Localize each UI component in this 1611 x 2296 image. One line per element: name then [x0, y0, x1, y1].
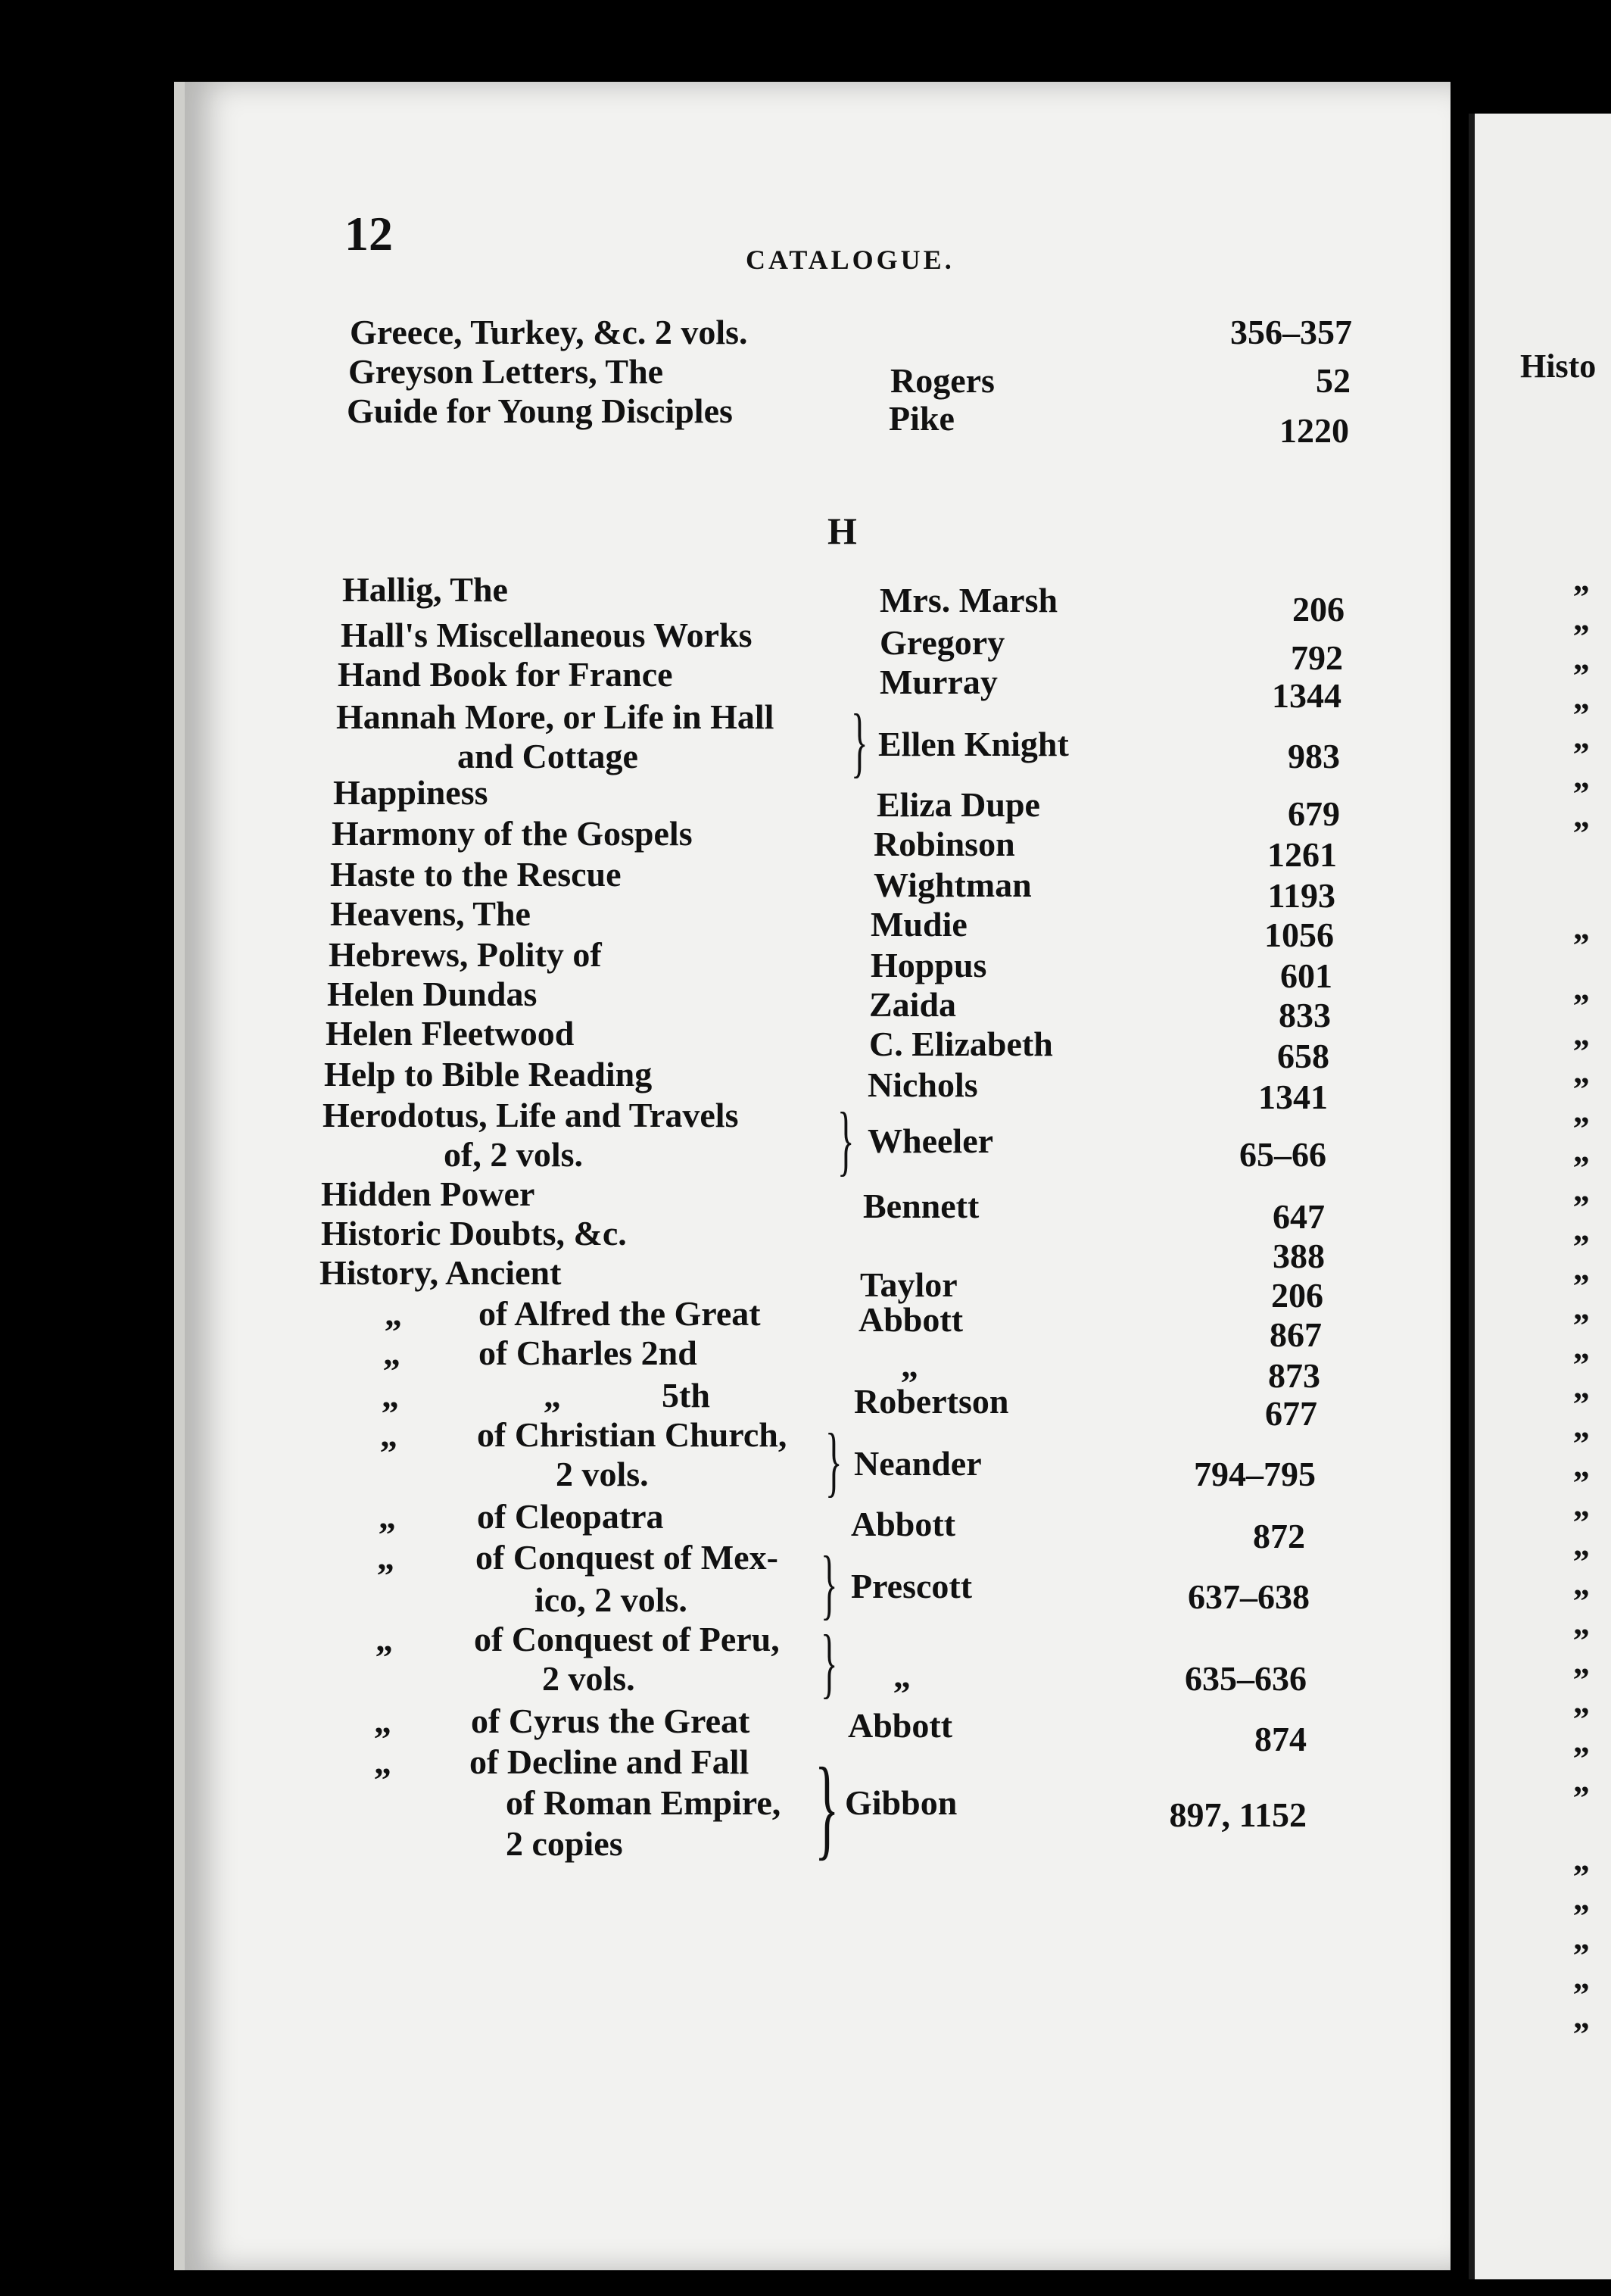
entry-title: of Charles 2nd: [478, 1334, 697, 1372]
entry-author: Taylor: [860, 1265, 958, 1304]
entry-number: 867: [1270, 1315, 1322, 1354]
ditto-mark: „: [374, 1742, 391, 1781]
entry-number: 1193: [1267, 876, 1335, 915]
catalogue-entry: [0, 569, 1611, 629]
entry-author: Neander: [854, 1444, 982, 1483]
facing-ditto-mark: „: [1573, 1723, 1590, 1760]
facing-ditto-mark: „: [1573, 909, 1590, 947]
entry-author: Pike: [889, 399, 955, 438]
facing-ditto-mark: „: [1573, 1132, 1590, 1169]
catalogue-entry: [0, 1742, 1611, 1870]
catalogue-entry: [0, 1619, 1611, 1710]
entry-author: Gibbon: [845, 1783, 958, 1822]
entry-author: Gregory: [880, 623, 1005, 662]
facing-ditto-mark: „: [1573, 797, 1590, 834]
entry-title: of Decline and Fall: [469, 1742, 749, 1781]
entry-title: of Cyrus the Great: [471, 1702, 750, 1740]
entry-number: 52: [1316, 361, 1351, 400]
entry-title: Haste to the Rescue: [330, 855, 622, 894]
entry-number: 794–795: [1194, 1455, 1316, 1493]
entry-title-continued: of Roman Empire,: [506, 1783, 781, 1822]
catalogue-entry: [0, 1415, 1611, 1505]
entry-author: Abbott: [858, 1300, 964, 1339]
catalogue-entry: [0, 1537, 1611, 1628]
entry-number: 388: [1273, 1237, 1325, 1275]
facing-ditto-mark: „: [1573, 1998, 1590, 2036]
facing-ditto-mark: „: [1573, 1486, 1590, 1524]
entry-title: Guide for Young Disciples: [347, 392, 733, 430]
facing-ditto-mark: „: [1573, 1959, 1590, 1996]
catalogue-entry: [0, 351, 1611, 400]
entry-author: Mrs. Marsh: [880, 581, 1058, 619]
facing-ditto-mark: „: [1573, 1920, 1590, 1957]
entry-author: Rogers: [890, 361, 995, 400]
catalogue-entry: [0, 894, 1611, 954]
entry-title: Harmony of the Gospels: [332, 814, 693, 853]
entry-title: of Christian Church,: [477, 1415, 787, 1454]
entry-number: 635–636: [1185, 1659, 1307, 1698]
entry-title: Helen Dundas: [327, 975, 538, 1013]
title-ditto-mark: „: [544, 1376, 561, 1415]
entry-number: 206: [1271, 1276, 1323, 1315]
entry-number: 601: [1280, 956, 1332, 995]
section-letter: H: [827, 510, 857, 552]
brace-glyph: }: [821, 1540, 838, 1627]
catalogue-entry: [0, 1375, 1611, 1433]
entry-title: Hall's Miscellaneous Works: [341, 616, 753, 654]
entry-author: Mudie: [871, 905, 968, 944]
entry-title-continued: of, 2 vols.: [444, 1135, 583, 1174]
entry-author: Wheeler: [868, 1121, 994, 1160]
facing-ditto-mark: „: [1573, 1880, 1590, 1917]
entry-number: 1261: [1267, 835, 1337, 874]
entry-number: 679: [1288, 794, 1340, 833]
ditto-mark: „: [383, 1334, 400, 1372]
entry-author: Hoppus: [871, 946, 987, 984]
facing-ditto-mark: „: [1573, 1408, 1590, 1445]
facing-ditto-mark: „: [1573, 1053, 1590, 1090]
brace-glyph: }: [837, 1097, 855, 1184]
entry-number: 872: [1253, 1517, 1305, 1555]
entry-number: 874: [1254, 1720, 1307, 1758]
entry-number: 897, 1152: [1169, 1795, 1307, 1834]
brace-glyph: }: [851, 698, 868, 785]
facing-ditto-mark: „: [1573, 719, 1590, 756]
entry-title: of Conquest of Peru,: [474, 1620, 780, 1658]
facing-ditto-mark: „: [1573, 561, 1590, 598]
entry-author: Eliza Dupe: [877, 785, 1040, 824]
catalogue-entry: [0, 1496, 1611, 1555]
entry-title: of Cleopatra: [477, 1497, 664, 1536]
ditto-mark: „: [379, 1497, 396, 1536]
entry-number: 658: [1277, 1037, 1329, 1075]
entry-author: Abbott: [851, 1505, 956, 1543]
brace-glyph: }: [821, 1619, 838, 1706]
entry-author: „: [893, 1656, 911, 1695]
facing-ditto-mark: „: [1573, 1447, 1590, 1484]
entry-number: 983: [1288, 737, 1340, 775]
entry-author: Wightman: [874, 866, 1032, 904]
facing-ditto-mark: „: [1573, 640, 1590, 677]
entry-author: Prescott: [851, 1567, 973, 1605]
entry-author: „: [901, 1346, 918, 1384]
entry-author: Nichols: [868, 1065, 978, 1104]
facing-ditto-mark: „: [1573, 1368, 1590, 1405]
facing-ditto-mark: „: [1573, 1565, 1590, 1602]
entry-number: 637–638: [1188, 1577, 1310, 1616]
facing-ditto-mark: „: [1573, 1841, 1590, 1878]
entry-author: Ellen Knight: [878, 725, 1069, 763]
entry-title: Heavens, The: [330, 894, 531, 933]
catalogue-entry: [0, 1095, 1611, 1186]
entry-number: 647: [1273, 1197, 1325, 1236]
facing-ditto-mark: „: [1573, 758, 1590, 795]
ditto-mark: „: [377, 1538, 394, 1577]
entry-title: of Alfred the Great: [478, 1294, 761, 1333]
entry-author: Murray: [880, 663, 998, 701]
catalogue-entry: [0, 654, 1611, 715]
entry-number: 792: [1291, 638, 1343, 677]
ditto-mark: „: [385, 1294, 402, 1333]
catalogue-entry: [0, 1701, 1611, 1758]
entry-number: 1056: [1264, 916, 1334, 954]
facing-ditto-mark: „: [1573, 679, 1590, 716]
facing-ditto-mark: „: [1573, 1290, 1590, 1327]
entry-number: 677: [1265, 1394, 1317, 1433]
entry-title: Hand Book for France: [338, 655, 673, 694]
running-head: CATALOGUE.: [746, 245, 955, 275]
entry-author: Bennett: [863, 1187, 980, 1225]
entry-number: 1220: [1279, 411, 1349, 450]
entry-title: Hidden Power: [321, 1175, 535, 1213]
entry-title: History, Ancient: [319, 1253, 562, 1292]
entry-number: 1344: [1272, 676, 1341, 715]
entry-title: Hebrews, Polity of: [329, 935, 602, 974]
facing-ditto-mark: „: [1573, 970, 1590, 1007]
facing-ditto-mark: „: [1573, 1171, 1590, 1209]
entry-title-continued: 2 vols.: [556, 1455, 649, 1493]
facing-ditto-mark: „: [1573, 1250, 1590, 1287]
entry-title-continued: ico, 2 vols.: [534, 1580, 687, 1619]
facing-ditto-mark: „: [1573, 1605, 1590, 1642]
facing-ditto-mark: „: [1573, 1762, 1590, 1799]
catalogue-entry: [0, 772, 1611, 833]
entry-title-continued: 2 copies: [506, 1824, 623, 1863]
entry-title: Historic Doubts, &c.: [321, 1214, 627, 1253]
facing-ditto-mark: „: [1573, 1093, 1590, 1130]
page-number: 12: [344, 207, 393, 260]
catalogue-entry: [0, 1333, 1611, 1395]
entry-title: Happiness: [333, 773, 488, 812]
entry-number: 356–357: [1230, 313, 1352, 351]
entry-author: Robinson: [874, 825, 1015, 863]
entry-title: 5th: [662, 1376, 710, 1415]
entry-number: 833: [1279, 996, 1331, 1034]
facing-ditto-mark: „: [1573, 1683, 1590, 1720]
entry-title: Helen Fleetwood: [326, 1014, 575, 1053]
entry-title: Hallig, The: [342, 570, 508, 609]
facing-ditto-mark: „: [1573, 1526, 1590, 1563]
facing-ditto-mark: „: [1573, 601, 1590, 638]
entry-title: Hannah More, or Life in Hall: [336, 697, 774, 736]
entry-number: 65–66: [1239, 1135, 1326, 1174]
entry-author: Robertson: [854, 1382, 1009, 1421]
entry-author: Abbott: [848, 1706, 953, 1745]
entry-title: Help to Bible Reading: [324, 1055, 653, 1093]
facing-ditto-mark: „: [1573, 1644, 1590, 1681]
brace-glyph: }: [825, 1418, 843, 1505]
ditto-mark: „: [375, 1620, 393, 1658]
ditto-mark: „: [374, 1702, 391, 1740]
brace-glyph: }: [815, 1745, 840, 1870]
entry-number: 206: [1292, 590, 1345, 629]
facing-page-heading: Histo: [1520, 348, 1597, 385]
entry-author: Zaida: [869, 985, 957, 1024]
entry-title: of Conquest of Mex-: [475, 1538, 778, 1577]
catalogue-entry: [0, 813, 1611, 874]
facing-ditto-mark: „: [1573, 1211, 1590, 1248]
catalogue-entry: [0, 391, 1611, 450]
entry-title-continued: and Cottage: [457, 737, 638, 775]
entry-title: Greyson Letters, The: [348, 352, 664, 391]
entry-number: 1341: [1258, 1078, 1328, 1116]
entry-title: Greece, Turkey, &c. 2 vols.: [350, 313, 748, 351]
facing-ditto-mark: „: [1573, 1015, 1590, 1053]
entry-title-continued: 2 vols.: [542, 1659, 635, 1698]
entry-number: 873: [1268, 1356, 1320, 1395]
ditto-mark: „: [380, 1415, 397, 1454]
facing-ditto-mark: „: [1573, 1329, 1590, 1366]
entry-title: Herodotus, Life and Travels: [323, 1096, 739, 1134]
entry-author: C. Elizabeth: [869, 1025, 1053, 1063]
catalogue-entry: [0, 312, 1611, 357]
ditto-mark: „: [382, 1376, 399, 1415]
